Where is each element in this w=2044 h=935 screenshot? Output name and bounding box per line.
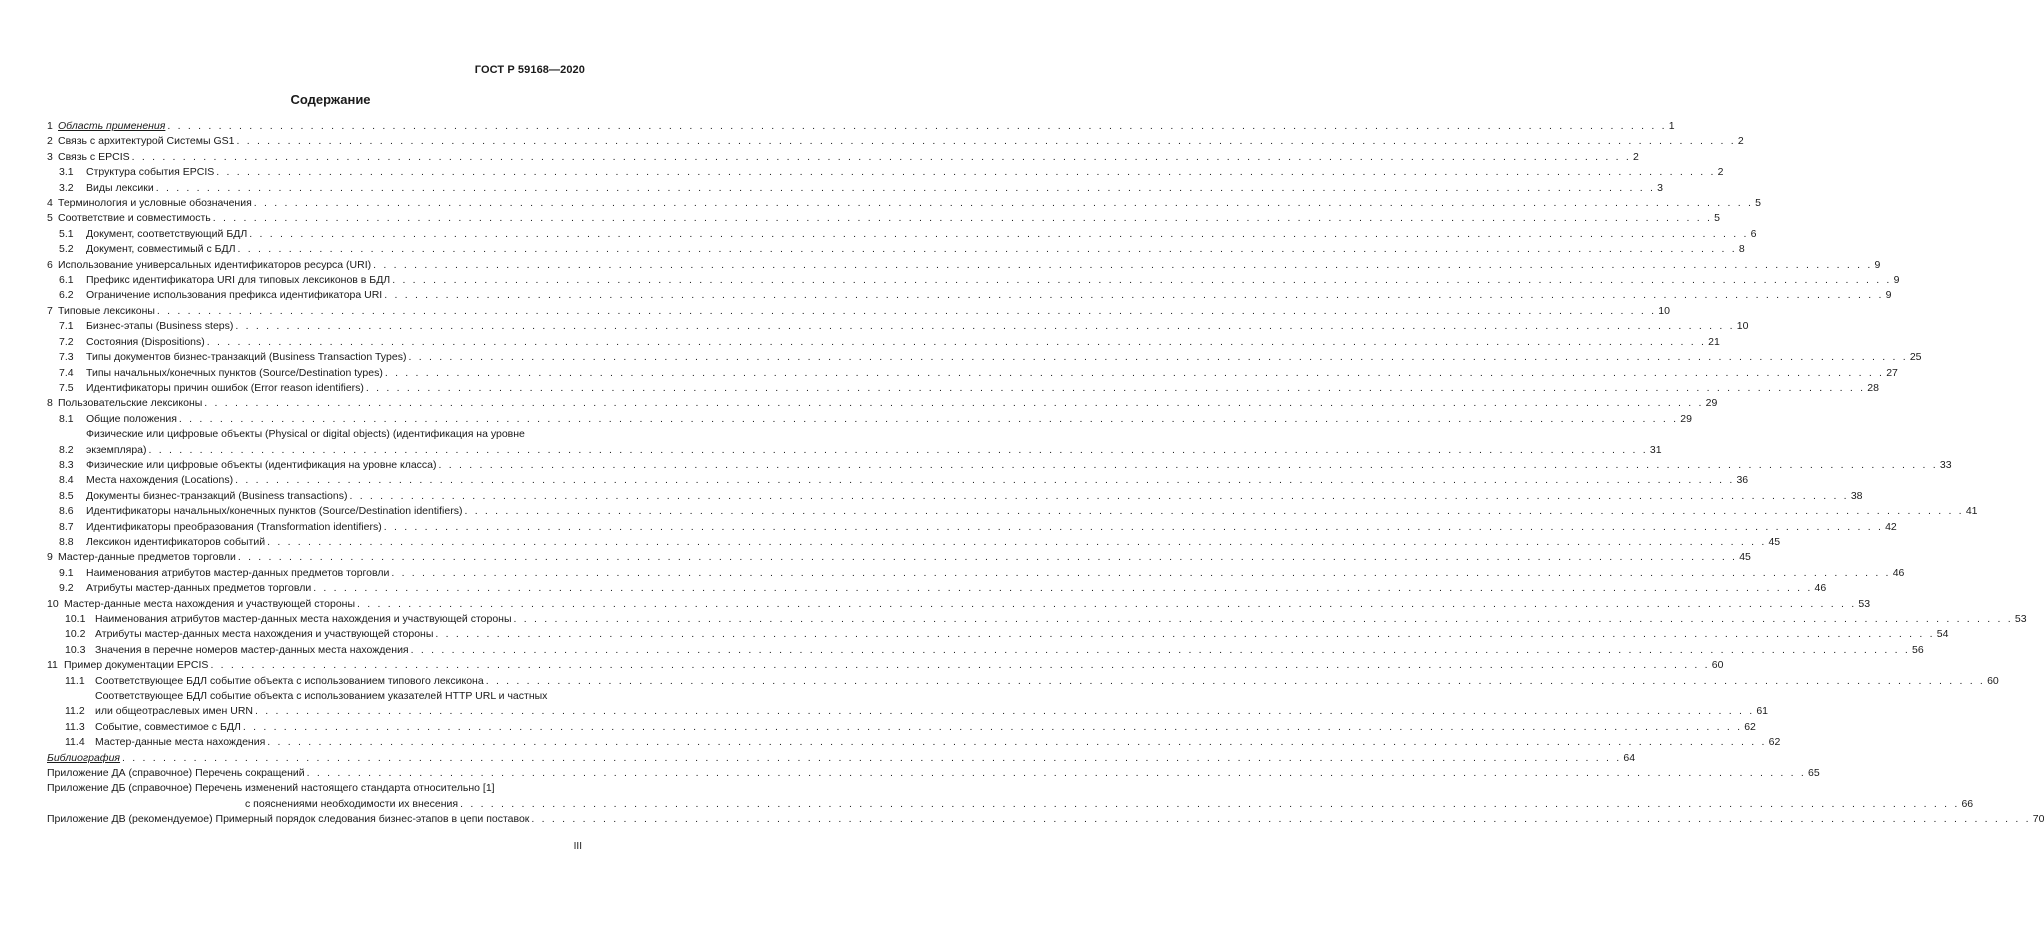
dot-leader xyxy=(366,381,1865,396)
dot-leader xyxy=(156,181,1655,196)
toc-entry-page: 2 xyxy=(1717,166,1724,179)
dot-leader xyxy=(267,535,1766,550)
dot-leader xyxy=(408,350,1907,365)
toc-entry-number: 6.2 xyxy=(59,289,74,302)
toc-entry-title: Лексикон идентификаторов событий xyxy=(86,535,266,548)
toc-entry-title: Мастер-данные места нахождения xyxy=(95,736,266,749)
toc-entry-page: 5 xyxy=(1755,197,1761,210)
toc-entry[interactable] xyxy=(47,627,1949,642)
toc-entry-page: 64 xyxy=(1623,751,1636,764)
toc-entry-number: 1 xyxy=(47,120,53,132)
toc-entry-title: Наименования атрибутов мастер-данных места нахождения и участвующей стороны xyxy=(95,613,512,625)
toc-entry-title: Терминология и условные обозначения xyxy=(58,197,252,210)
dot-leader xyxy=(439,458,1938,473)
toc-entry-page: 53 xyxy=(1858,597,1871,610)
toc-entry[interactable] xyxy=(47,350,1922,365)
toc-entry-number: 11.4 xyxy=(65,736,85,749)
toc-entry[interactable] xyxy=(47,150,1639,165)
toc-entry-number: 7 xyxy=(47,304,53,317)
toc-entry[interactable] xyxy=(47,504,1978,519)
toc-entry-page: 42 xyxy=(1885,520,1897,533)
toc-entry-page: 36 xyxy=(1736,474,1749,487)
dot-leader xyxy=(157,304,1656,319)
toc-entry-page: 60 xyxy=(1711,659,1724,672)
toc-entry-number: 8.3 xyxy=(59,458,74,471)
toc-entry-number: 6 xyxy=(47,258,53,271)
toc-entry-page: 9 xyxy=(1874,258,1881,271)
toc-entry[interactable] xyxy=(47,319,1749,334)
toc-entry-title: Бизнес-этапы (Business steps) xyxy=(86,320,234,333)
toc-entry[interactable] xyxy=(47,304,1670,319)
toc-entry-title: Библиография xyxy=(47,751,121,764)
toc-entry[interactable] xyxy=(47,396,1718,411)
toc-entry[interactable] xyxy=(47,766,1820,781)
toc-entry-number: 6.1 xyxy=(59,274,74,287)
toc-entry[interactable] xyxy=(47,658,1724,673)
toc-entry-number: 7.3 xyxy=(59,351,74,364)
toc-entry-number: 9.1 xyxy=(59,566,74,579)
toc-entry[interactable] xyxy=(47,366,1898,381)
toc-entry[interactable] xyxy=(47,181,1663,196)
toc-entry[interactable] xyxy=(47,227,1757,242)
toc-entry-page: 9 xyxy=(1893,274,1900,287)
dot-leader xyxy=(213,211,1712,226)
toc-entry-number: 8.4 xyxy=(59,474,74,487)
toc-entry-title: Документ, соответствующий БДЛ xyxy=(86,227,248,240)
dot-leader xyxy=(238,242,1737,257)
toc-entry-title: Пример документации EPCIS xyxy=(64,659,209,672)
toc-entry-page: 8 xyxy=(1738,243,1745,256)
toc-entry[interactable] xyxy=(47,689,1769,720)
toc-entry-title: Связь с EPCIS xyxy=(58,150,130,163)
toc-entry[interactable] xyxy=(47,119,1675,134)
dot-leader xyxy=(254,196,1753,211)
toc-entry-title: Места нахождения (Locations) xyxy=(86,474,234,487)
toc-entry-page: 60 xyxy=(1987,674,1999,687)
toc-entry-title: Состояния (Dispositions) xyxy=(86,335,205,348)
toc-entry-page: 54 xyxy=(1936,628,1949,641)
toc-entry-page: 62 xyxy=(1768,736,1781,749)
toc-entry[interactable] xyxy=(47,735,1781,750)
toc-entry-title: Мастер-данные предметов торговли xyxy=(58,551,236,564)
toc-entry-number: 4 xyxy=(47,197,53,210)
dot-leader xyxy=(238,550,1737,565)
toc-entry-title: Документы бизнес-транзакций (Business transactions) xyxy=(86,489,348,502)
toc-entry[interactable] xyxy=(47,643,1924,658)
toc-entry-number: 3.1 xyxy=(59,166,74,179)
dot-leader xyxy=(122,751,1621,766)
toc-entry-page: 29 xyxy=(1705,397,1718,410)
toc-entry-number: 5.2 xyxy=(59,243,74,256)
dot-leader xyxy=(167,119,1666,134)
dot-leader xyxy=(235,473,1734,488)
toc-entry-title: Значения в перечне номеров мастер-данных места нахождения xyxy=(95,643,409,656)
toc-entry-page: 21 xyxy=(1708,335,1720,348)
toc-entry-number: 10.3 xyxy=(65,643,86,656)
toc-entry[interactable] xyxy=(47,781,1974,812)
toc-entry[interactable] xyxy=(47,720,1756,735)
toc-entry[interactable] xyxy=(47,165,1724,180)
toc-entry-number: 8.8 xyxy=(59,535,74,548)
toc-entry[interactable] xyxy=(47,381,1879,396)
toc-entry[interactable] xyxy=(47,458,1952,473)
dot-leader xyxy=(216,165,1715,180)
toc-entry[interactable] xyxy=(47,258,1881,273)
dot-leader xyxy=(373,258,1872,273)
toc-entry-page: 46 xyxy=(1814,582,1827,595)
dot-leader xyxy=(391,566,1890,581)
toc-entry[interactable] xyxy=(47,489,1863,504)
toc-entry[interactable] xyxy=(47,242,1745,257)
toc-entry[interactable] xyxy=(47,412,1692,427)
toc-entry[interactable] xyxy=(47,535,1781,550)
toc-entry-number: 10 xyxy=(47,597,59,610)
toc-entry-title: Идентификаторы преобразования (Transformation identifiers) xyxy=(86,520,382,533)
toc-entry-number: 8.2 xyxy=(59,443,74,456)
toc-entry-page: 61 xyxy=(1756,705,1769,718)
dot-leader xyxy=(255,704,1754,719)
toc-entry-number: 11.2 xyxy=(65,705,85,718)
toc-entry-title: Связь с архитектурой Системы GS1 xyxy=(58,135,235,148)
dot-leader xyxy=(464,504,1963,519)
toc-entry-title: Соответствие и совместимость xyxy=(58,212,211,225)
toc-entry[interactable] xyxy=(47,751,1636,766)
toc-entry-page: 2 xyxy=(1737,135,1744,148)
toc-entry-title-continued: или общеотраслевых имен URN xyxy=(95,705,253,718)
dot-leader xyxy=(411,643,1910,658)
standard-designation: ГОСТ Р 59168—2020 xyxy=(474,64,585,76)
toc-entry-title: Соответствующее БДЛ событие объекта с использованием указателей HTTP URL и частных xyxy=(95,690,548,703)
dot-leader xyxy=(384,288,1883,303)
toc-entry-page: 33 xyxy=(1939,458,1952,471)
dot-leader xyxy=(435,627,1934,642)
toc-entry-title: Мастер-данные места нахождения и участвующей стороны xyxy=(64,597,356,610)
dot-leader xyxy=(385,366,1884,381)
toc-entry-title: Документ, совместимый с БДЛ xyxy=(86,243,236,256)
toc-entry-page: 56 xyxy=(1911,643,1924,656)
toc-entry-title: Наименования атрибутов мастер-данных предметов торговли xyxy=(86,566,390,579)
toc-entry[interactable] xyxy=(47,427,1662,458)
toc-entry-page: 2 xyxy=(1632,150,1639,163)
toc-entry-number: 7.5 xyxy=(59,381,74,394)
dot-leader xyxy=(392,273,1891,288)
toc-entry-page: 45 xyxy=(1739,551,1751,564)
toc-entry-page: 3 xyxy=(1657,181,1663,194)
toc-entry-title: Типы начальных/конечных пунктов (Source/Destination types) xyxy=(86,366,383,379)
dot-leader xyxy=(210,658,1709,673)
toc-entry-page: 41 xyxy=(1965,505,1978,518)
dot-leader xyxy=(486,674,1985,689)
toc-entry-page: 27 xyxy=(1886,366,1898,379)
toc-entry-number: 8 xyxy=(47,397,53,410)
toc-entry-page: 9 xyxy=(1885,289,1892,302)
toc-entry[interactable] xyxy=(47,566,1905,581)
toc-entry-title: Виды лексики xyxy=(86,181,154,194)
toc-entry-page: 28 xyxy=(1867,381,1879,394)
toc-entry-page: 70 xyxy=(2032,813,2044,826)
dot-leader xyxy=(207,335,1706,350)
toc-entry-page: 5 xyxy=(1714,212,1720,225)
toc-entry-title: Типы документов бизнес-транзакций (Business Transaction Types) xyxy=(86,351,407,364)
dot-leader xyxy=(514,612,2013,627)
dot-leader xyxy=(132,150,1631,165)
toc-entry-number: 8.7 xyxy=(59,520,74,533)
toc-entry-page: 29 xyxy=(1680,412,1692,425)
toc-entry-number: 7.1 xyxy=(59,320,74,333)
toc-entry-page: 10 xyxy=(1736,320,1749,333)
toc-entry[interactable] xyxy=(47,581,1827,596)
toc-entry-title: Использование универсальных идентификаторов ресурса (URI) xyxy=(58,258,372,271)
toc-entry-title: Приложение ДБ (справочное) Перечень изменений настоящего стандарта относительно [1] xyxy=(47,782,495,795)
toc-entry-title-continued: экземпляра) xyxy=(86,443,147,456)
toc-entry[interactable] xyxy=(47,288,1892,303)
toc-entry[interactable] xyxy=(47,612,2027,627)
toc-entry-title: Ограничение использования префикса идентификатора URI xyxy=(86,289,383,302)
dot-leader xyxy=(384,520,1883,535)
toc-entry-page: 1 xyxy=(1668,120,1675,132)
toc-entry-title: Событие, совместимое с БДЛ xyxy=(95,720,241,733)
toc-entry-number: 11 xyxy=(47,659,58,672)
toc-entry-number: 7.2 xyxy=(59,335,74,348)
dot-leader xyxy=(149,443,1648,458)
toc-entry[interactable] xyxy=(47,473,1749,488)
toc-entry-page: 6 xyxy=(1750,227,1757,240)
toc-entry-page: 62 xyxy=(1744,720,1756,733)
toc-entry[interactable] xyxy=(47,211,1720,226)
toc-entry-title: Общие положения xyxy=(86,412,177,425)
toc-entry-number: 11.3 xyxy=(65,720,85,733)
dot-leader xyxy=(236,134,1735,149)
dot-leader xyxy=(249,227,1748,242)
dot-leader xyxy=(267,735,1766,750)
toc-entry-number: 11.1 xyxy=(65,674,85,687)
toc-entry-page: 38 xyxy=(1850,489,1863,502)
toc-entry-title: Пользовательские лексиконы xyxy=(58,397,203,410)
toc-entry[interactable] xyxy=(47,550,1751,565)
toc-entry-number: 8.1 xyxy=(59,412,74,425)
toc-entry-number: 10.2 xyxy=(65,628,86,641)
toc-entry-number: 5.1 xyxy=(59,227,74,240)
toc-entry-number: 5 xyxy=(47,212,53,225)
toc-entry-title: Префикс идентификатора URI для типовых лексиконов в БДЛ xyxy=(86,274,391,287)
toc-entry-page: 53 xyxy=(2014,613,2027,625)
toc-entry-title: Приложение ДА (справочное) Перечень сокращений xyxy=(47,767,305,780)
toc-entry-title: Структура события EPCIS xyxy=(86,166,215,179)
toc-entry-page: 66 xyxy=(1961,797,1974,810)
page-number: III xyxy=(573,841,582,852)
table-of-contents xyxy=(47,119,2044,828)
toc-entry[interactable] xyxy=(47,335,1720,350)
toc-entry-title: Идентификаторы начальных/конечных пунктов (Source/Destination identifiers) xyxy=(86,505,463,518)
dot-leader xyxy=(460,797,1959,812)
toc-entry[interactable] xyxy=(47,674,1999,689)
toc-entry-page: 45 xyxy=(1768,535,1781,548)
dot-leader xyxy=(349,489,1848,504)
dot-leader xyxy=(179,412,1678,427)
dot-leader xyxy=(531,812,2030,827)
toc-entry-title: Атрибуты мастер-данных предметов торговли xyxy=(86,582,312,595)
toc-entry-title: Атрибуты мастер-данных места нахождения и участвующей стороны xyxy=(95,628,434,641)
dot-leader xyxy=(235,319,1734,334)
page-title: Содержание xyxy=(290,92,371,107)
toc-entry-title: Физические или цифровые объекты (Physical or digital objects) (идентификация на уровне xyxy=(86,428,525,441)
toc-entry-number: 9 xyxy=(47,551,53,564)
toc-entry-title: Типовые лексиконы xyxy=(58,304,155,317)
toc-entry-number: 8.5 xyxy=(59,489,74,502)
toc-entry[interactable] xyxy=(47,812,2044,827)
toc-entry-page: 25 xyxy=(1909,351,1922,364)
toc-entry-number: 2 xyxy=(47,135,53,148)
toc-entry[interactable] xyxy=(47,520,1897,535)
toc-entry-title: Идентификаторы причин ошибок (Error reason identifiers) xyxy=(86,381,364,394)
toc-entry-number: 3.2 xyxy=(59,181,74,194)
toc-entry-number: 9.2 xyxy=(59,582,74,595)
toc-entry[interactable] xyxy=(47,196,1761,211)
toc-entry-title: Приложение ДВ (рекомендуемое) Примерный порядок следования бизнес-этапов в цепи поставок xyxy=(47,813,530,826)
toc-entry-number: 7.4 xyxy=(59,366,74,379)
dot-leader xyxy=(357,597,1856,612)
dot-leader xyxy=(204,396,1703,411)
toc-entry-title: Физические или цифровые объекты (идентификация на уровне класса) xyxy=(86,458,437,471)
dot-leader xyxy=(243,720,1742,735)
toc-entry-number: 3 xyxy=(47,150,53,163)
toc-entry[interactable] xyxy=(47,134,1744,149)
toc-entry-number: 10.1 xyxy=(65,613,86,625)
toc-entry[interactable] xyxy=(47,597,1871,612)
dot-leader xyxy=(313,581,1812,596)
toc-entry-page: 31 xyxy=(1649,443,1662,456)
toc-entry-page: 65 xyxy=(1808,767,1820,780)
toc-entry-page: 10 xyxy=(1658,304,1670,317)
toc-entry-title: Область применения xyxy=(58,120,166,132)
toc-entry-number: 8.6 xyxy=(59,505,74,518)
toc-entry-title: Соответствующее БДЛ событие объекта с использованием типового лексикона xyxy=(95,674,484,687)
toc-entry[interactable] xyxy=(47,273,1900,288)
dot-leader xyxy=(307,766,1806,781)
toc-entry-title-continued: с пояснениями необходимости их внесения xyxy=(245,797,459,810)
toc-entry-page: 46 xyxy=(1892,566,1905,579)
